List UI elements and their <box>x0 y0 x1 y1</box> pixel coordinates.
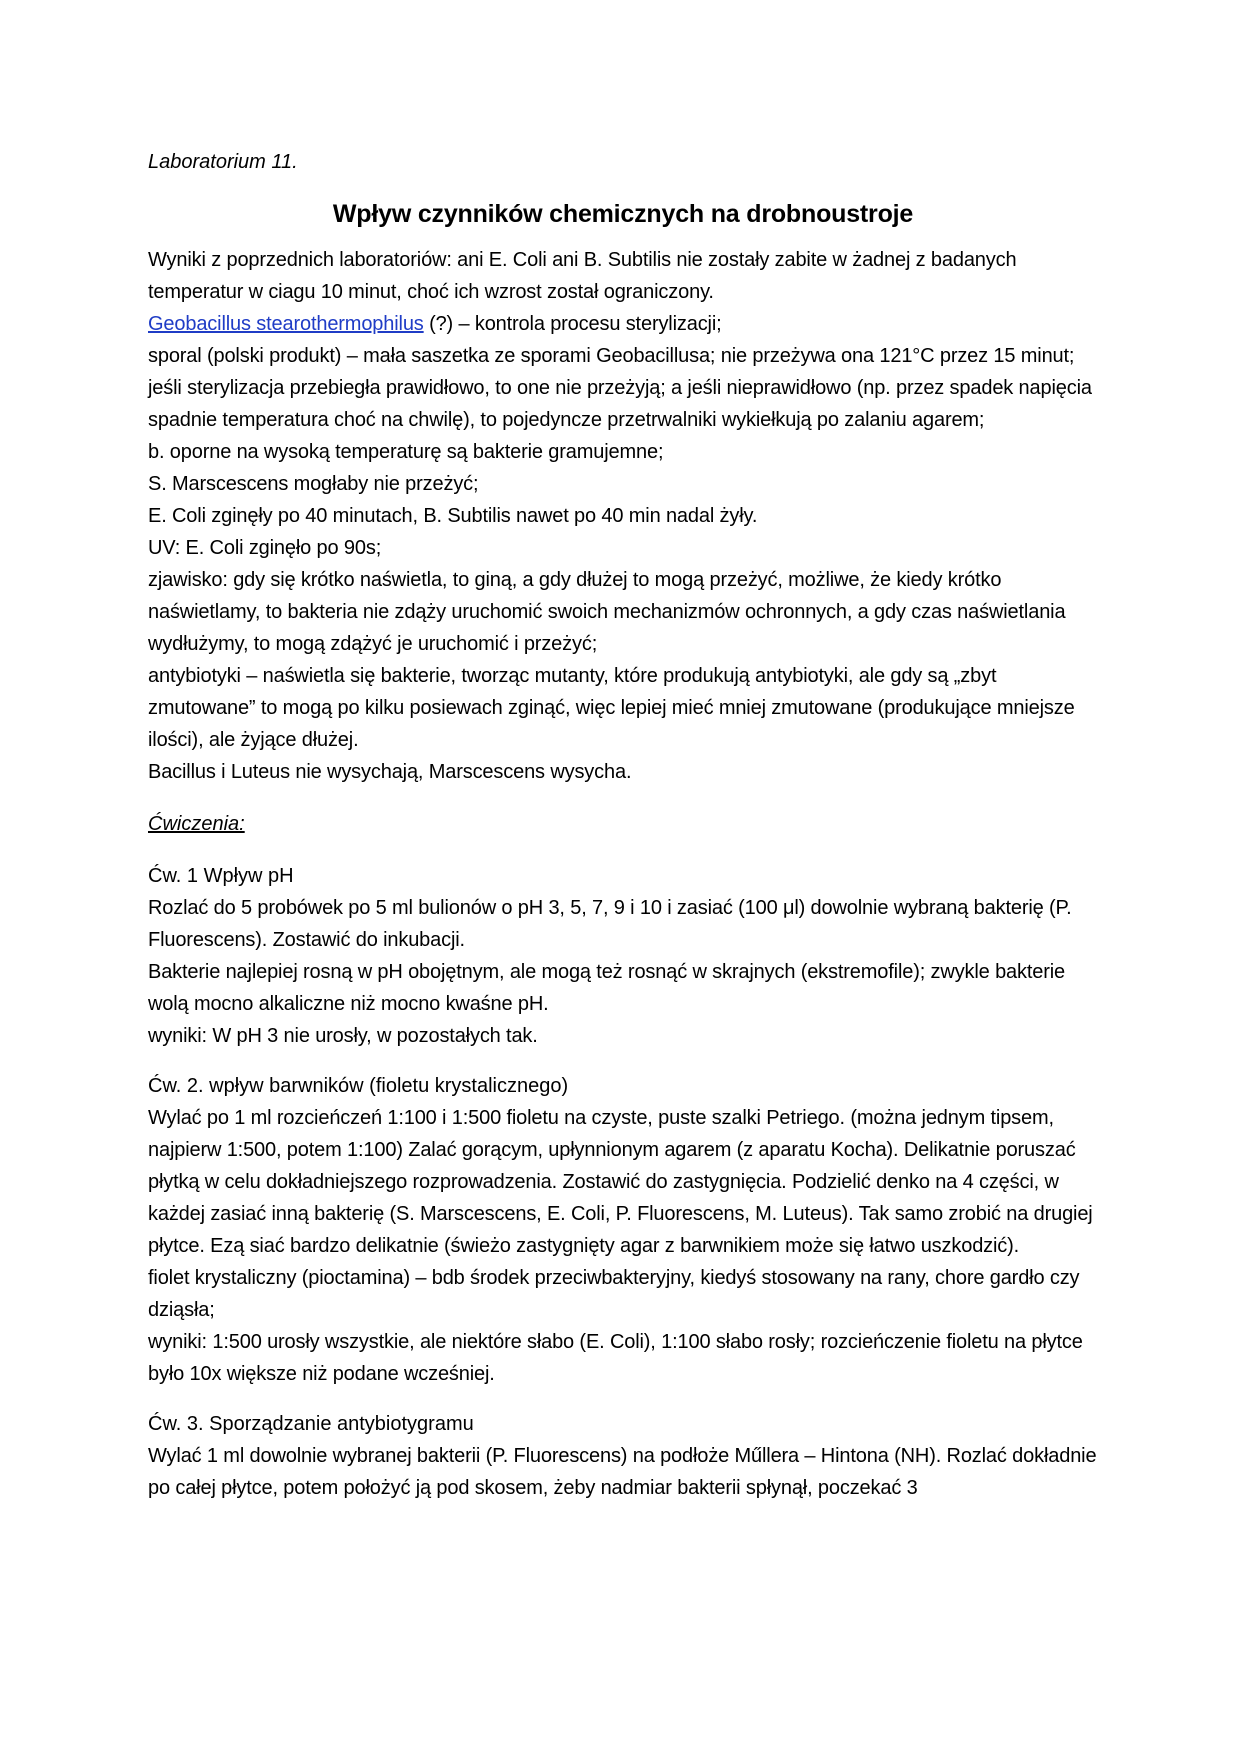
exercise-2-paragraph: fiolet krystaliczny (pioctamina) – bdb środek przeciwbakteryjny, kiedyś stosowany na rany, chore gardło czy dziąsła; <box>148 1267 1080 1321</box>
document-content <box>148 146 1098 1522</box>
intro-paragraph-ecoli: E. Coli zginęły po 40 minutach, B. Subtilis nawet po 40 min nadal żyły. <box>148 505 758 527</box>
exercise-3 <box>148 1408 1098 1504</box>
intro-paragraph-results: Wyniki z poprzednich laboratoriów: ani E. Coli ani B. Subtilis nie zostały zabite w żadnej z badanych temperatur w ciagu 10 minut, choć ich wzrost został ograniczony. <box>148 249 1017 303</box>
intro-section <box>148 244 1098 788</box>
exercise-3-title: Ćw. 3. Sporządzanie antybiotygramu <box>148 1413 474 1435</box>
intro-paragraph-uv: UV: E. Coli zginęło po 90s; <box>148 537 382 559</box>
intro-paragraph-sporal: sporal (polski produkt) – mała saszetka ze sporami Geobacillusa; nie przeżywa ona 121°C przez 15 minut; jeśli sterylizacja przebiegła prawidłowo, to one nie przeżyją; a jeśli nieprawidłowo (np. przez spadek napięcia spadnie temperatura choć na chwilę), to pojedyncze przetrwalniki wykiełkują po zalaniu agarem; <box>148 345 1092 431</box>
intro-paragraph-marscescens: S. Marscescens mogłaby nie przeżyć; <box>148 473 479 495</box>
exercise-1 <box>148 860 1098 1052</box>
exercise-2-results: wyniki: 1:500 urosły wszystkie, ale niektóre słabo (E. Coli), 1:100 słabo rosły; rozcieńczenie fioletu na płytce było 10x większe niż podane wcześniej. <box>148 1331 1083 1385</box>
intro-paragraph-drying: Bacillus i Luteus nie wysychają, Marscescens wysycha. <box>148 761 632 783</box>
document-title: Wpływ czynników chemicznych na drobnoustroje <box>332 200 914 228</box>
exercise-1-paragraph: Rozlać do 5 probówek po 5 ml bulionów o pH 3, 5, 7, 9 i 10 i zasiać (100 μl) dowolnie wybraną bakterię (P. Fluorescens). Zostawić do inkubacji. <box>148 897 1072 951</box>
intro-paragraph-phenomenon: zjawisko: gdy się krótko naświetla, to giną, a gdy dłużej to mogą przeżyć, możliwe, że kiedy krótko naświetlamy, to bakteria nie zdąży uruchomić swoich mechanizmów ochronnych, a gdy czas naświetlania wydłużymy, to mogą zdążyć je uruchomić i przeżyć; <box>148 569 1066 655</box>
exercise-1-title: Ćw. 1 Wpływ pH <box>148 865 294 887</box>
intro-paragraph-antibiotics: antybiotyki – naświetla się bakterie, tworząc mutanty, które produkują antybiotyki, ale gdy są „zbyt zmutowane” to mogą po kilku posiewach zginąć, więc lepiej mieć mniej zmutowane (produkujące mniejsze ilości), ale żyjące dłużej. <box>148 665 1075 751</box>
lab-label: Laboratorium 11. <box>148 151 298 173</box>
exercises-heading: Ćwiczenia: <box>148 813 245 835</box>
exercise-2-title: Ćw. 2. wpływ barwników (fioletu krystalicznego) <box>148 1075 569 1097</box>
exercise-3-paragraph: Wylać 1 ml dowolnie wybranej bakterii (P. Fluorescens) na podłoże Műllera – Hintona (NH). Rozlać dokładnie po całej płytce, potem położyć ją pod skosem, żeby nadmiar bakterii spłynął, poczekać 3 <box>148 1445 1097 1499</box>
exercise-1-paragraph: Bakterie najlepiej rosną w pH obojętnym, ale mogą też rosnąć w skrajnych (ekstremofile); zwykle bakterie wolą mocno alkaliczne niż mocno kwaśne pH. <box>148 961 1066 1015</box>
geobacillus-text: (?) – kontrola procesu sterylizacji; <box>423 313 722 335</box>
geobacillus-link[interactable]: Geobacillus stearothermophilus <box>148 313 424 335</box>
intro-paragraph-gram: b. oporne na wysoką temperaturę są bakterie gramujemne; <box>148 441 664 463</box>
exercise-2 <box>148 1070 1098 1390</box>
intro-paragraph-geobacillus <box>148 308 1098 340</box>
exercise-1-results: wyniki: W pH 3 nie urosły, w pozostałych tak. <box>148 1025 538 1047</box>
exercise-2-paragraph: Wylać po 1 ml rozcieńczeń 1:100 i 1:500 fioletu na czyste, puste szalki Petriego. (można jednym tipsem, najpierw 1:500, potem 1:100) Zalać gorącym, upłynnionym agarem (z aparatu Kocha). Delikatnie poruszać płytką w celu dokładniejszego rozprowadzenia. Zostawić do zastygnięcia. Podzielić denko na 4 części, w każdej zasiać inną bakterię (S. Marscescens, E. Coli, P. Fluorescens, M. Luteus). Tak samo zrobić na drugiej płytce. Ezą siać bardzo delikatnie (świeżo zastygnięty agar z barwnikiem może się łatwo uszkodzić). <box>148 1107 1093 1257</box>
